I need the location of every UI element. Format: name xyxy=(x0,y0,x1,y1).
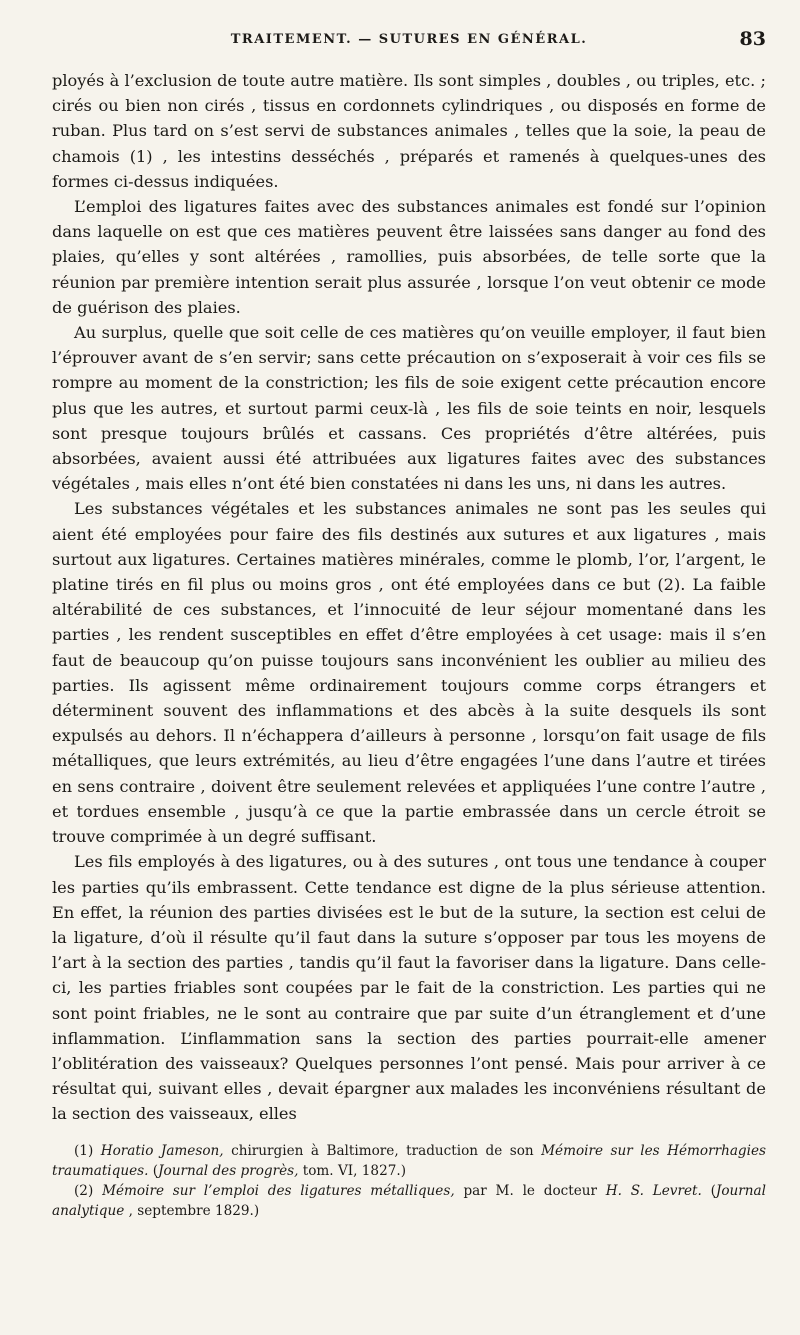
paragraph: ployés à l’exclusion de toute autre matière. Ils sont simples , doubles , ou triples, etc. ; cirés ou bien non cirés , tissus en cordonnets cylindriques , ou disposés en forme de ruban. Plus tard on s’est servi de substances animales , telles que la soie, la peau de chamois (1) , les intestins desséchés , préparés et ramenés à quelques-unes des formes ci-dessus indiquées. xyxy=(52,71,766,191)
footnote-author: H. S. Levret. xyxy=(605,1182,702,1199)
paragraph: Les substances végétales et les substances animales ne sont pas les seules qui aient été employées pour faire des fils destinés aux sutures et aux ligatures , mais surtout aux ligatures. Certaines matières minérales, comme le plomb, l’or, l’argent, le platine tirés en fil plus ou moins gros , ont été employées dans ce but (2). La faible altérabilité de ces substances, et l’innocuité de leur séjour momentané dans les parties , les rendent susceptibles en effet d’être employées à cet usage: mais il s’en faut de beaucoup qu’on puisse toujours sans inconvénient les oublier au milieu des parties. Ils agissent même ordinairement toujours comme corps étrangers et déterminent souvent des inflammations et des abcès à la suite desquels ils sont expulsés au dehors. Il n’échappera d’ailleurs à personne , lorsqu’on fait usage de fils métalliques, que leurs extrémités, au lieu d’être engagées l’une dans l’autre et tirées en sens contraire , doivent être seulement relevées et appliquées l’une contre l’autre , et tordues ensemble , jusqu’à ce que la partie embrassée dans un cercle étroit se trouve comprimée à un degré suffisant. xyxy=(52,499,766,847)
body-text xyxy=(52,68,766,1127)
footnote-mark: (2) xyxy=(74,1182,94,1199)
footnote-journal: Journal analytique xyxy=(52,1182,766,1219)
footnote-text: ( xyxy=(148,1162,159,1179)
running-title: TRAITEMENT. — SUTURES EN GÉNÉRAL. xyxy=(230,32,588,47)
page-number: 83 xyxy=(739,28,766,50)
paragraph: Au surplus, quelle que soit celle de ces matières qu’on veuille employer, il faut bien l’éprouver avant de s’en servir; sans cette précaution on s’exposerait à voir ces fils se rompre au moment de la constriction; les fils de soie exigent cette précaution encore plus que les autres, et surtout parmi ceux-là , les fils de soie teints en noir, lesquels sont presque toujours brûlés et cassans. Ces propriétés d’être altérées, puis absorbées, avaient aussi été attribuées aux ligatures faites avec des substances végétales , mais elles n’ont été bien constatées ni dans les uns, ni dans les autres. xyxy=(52,323,766,494)
footnote xyxy=(52,1181,766,1221)
paragraph: Les fils employés à des ligatures, ou à des sutures , ont tous une tendance à couper les parties qu’ils embrassent. Cette tendance est digne de la plus sérieuse attention. En effet, la réunion des parties divisées est le but de la suture, la section est celui de la ligature, d’où il résulte qu’il faut dans la suture s’opposer par tous les moyens de l’art à la section des parties , tandis qu’il faut la favoriser dans la ligature. Dans celle-ci, les parties friables sont coupées par le fait de la constriction. Les parties qui ne sont point friables, ne le sont au contraire que par suite d’un étranglement et d’une inflammation. L’inflammation sans la section des parties pourrait-elle amener l’oblitération des vaisseaux? Quelques personnes l’ont pensé. Mais pour arriver à ce résultat qui, suivant elles , devait épargner aux malades les inconvéniens résultant de la section des vaisseaux, elles xyxy=(52,852,766,1124)
footnote-text: par M. le docteur xyxy=(454,1182,606,1199)
paragraph: L’emploi des ligatures faites avec des substances animales est fondé sur l’opinion dans laquelle on est que ces matières peuvent être laissées sans danger au fond des plaies, qu’elles y sont altérées , ramollies, puis absorbées, de telle sorte que la réunion par première intention serait plus assurée , lorsque l’on veut obtenir ce mode de guérison des plaies. xyxy=(52,197,766,317)
footnote-author: Horatio Jameson, xyxy=(100,1142,224,1159)
footnote-text: tom. VI, 1827.) xyxy=(298,1162,407,1179)
footnote-title: Mémoire sur les Hémorrhagies traumatiques. xyxy=(52,1142,766,1179)
footnote-mark: (1) xyxy=(74,1142,94,1159)
footnote-title: Mémoire sur l’emploi des ligatures métalliques, xyxy=(102,1182,455,1199)
footnote-text: , septembre 1829.) xyxy=(124,1202,260,1219)
running-head xyxy=(52,28,766,54)
footnote xyxy=(52,1141,766,1181)
footnote-text: chirurgien à Baltimore, traduction de son xyxy=(223,1142,542,1159)
footnote-text: ( xyxy=(701,1182,716,1199)
footnote-journal: Journal des progrès, xyxy=(158,1162,299,1179)
footnotes xyxy=(52,1141,766,1221)
